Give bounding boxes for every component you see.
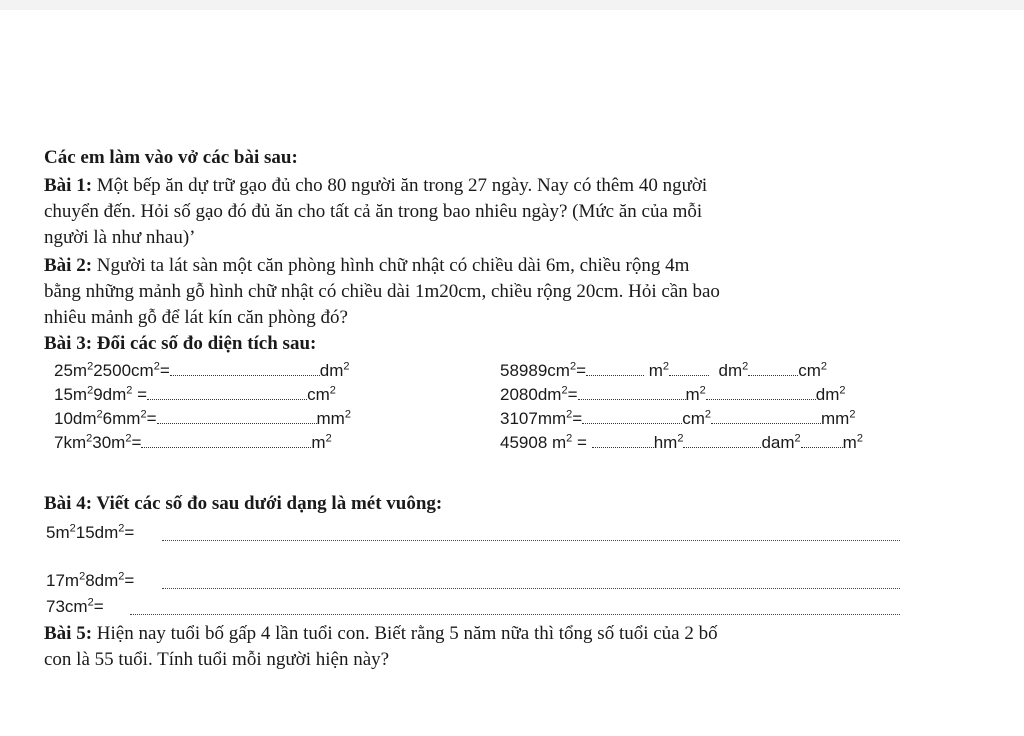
bai2-line1: Bài 2: Người ta lát sàn một căn phòng hình chữ nhật có chiều dài 6m, chiều rộng 4m [44, 255, 690, 276]
bai2-label: Bài 2: [44, 255, 93, 276]
bai4-item: $17m^28dm^2=$ [46, 570, 135, 590]
answer-line[interactable] [162, 539, 900, 541]
bai3-right-row: $2080dm^2= m^2$ $dm^2$ [500, 384, 846, 404]
bai3-right-row: $58989cm^2= m^2$ $dm^2$ $cm^2$ [500, 360, 828, 380]
intro-heading: Các em làm vào vở các bài sau: [44, 147, 298, 168]
bai1-line1: Bài 1: Một bếp ăn dự trữ gạo đủ cho 80 người ăn trong 27 ngày. Nay có thêm 40 người [44, 175, 708, 196]
bai4-item: $5m^215dm^2=$ [46, 522, 135, 542]
bai5-line2: con là 55 tuổi. Tính tuổi mỗi người hiện này? [44, 649, 390, 670]
bai3-left-row: $7km^230m^2= m^2$ [54, 432, 332, 452]
top-bar [0, 0, 1024, 10]
bai5-line1: Bài 5: Hiện nay tuổi bố gấp 4 lần tuổi con. Biết rằng 5 năm nữa thì tổng số tuổi của 2 bố [44, 623, 718, 644]
bai3-right-row: $3107mm^2= cm^2$ $mm^2$ [500, 408, 856, 428]
answer-line[interactable] [162, 587, 900, 589]
answer-line[interactable] [130, 613, 900, 615]
bai3-right-row: 45908 $m^2 = hm^2$ dam$^2$ $m^2$ [500, 432, 863, 452]
bai4-item: $73cm^2=$ [46, 596, 104, 616]
bai3-left-row: $15m^29dm^2 = cm^2$ [54, 384, 336, 404]
bai5-label: Bài 5: [44, 623, 93, 644]
bai3-title: Bài 3: Đổi các số đo diện tích sau: [44, 333, 317, 354]
bai1-label: Bài 1: [44, 175, 93, 196]
bai1-line2: chuyển đến. Hỏi số gạo đó đủ ăn cho tất cả ăn trong bao nhiêu ngày? (Mức ăn của mỗi [44, 201, 703, 222]
bai3-left-row: $10dm^26mm^2= mm^2$ [54, 408, 351, 428]
bai1-line3: người là như nhau)’ [44, 227, 196, 248]
bai3-left-row: $25m^22500cm^2= dm^2$ [54, 360, 350, 380]
bai2-line2: bằng những mảnh gỗ hình chữ nhật có chiều dài 1m20cm, chiều rộng 20cm. Hỏi cần bao [44, 281, 720, 302]
bai2-line3: nhiêu mảnh gỗ để lát kín căn phòng đó? [44, 307, 348, 328]
bai4-title: Bài 4: Viết các số đo sau dưới dạng là mét vuông: [44, 493, 443, 514]
